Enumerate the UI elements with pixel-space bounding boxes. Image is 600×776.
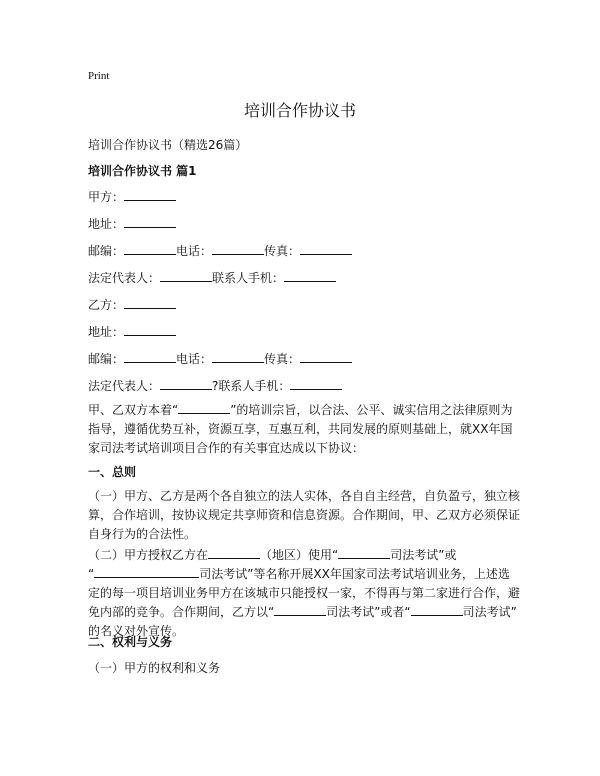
- party-b-name-blank: [124, 297, 176, 309]
- party-b-postcode-blank: [124, 351, 176, 363]
- document-subtitle: 培训合作协议书（精选26篇）: [88, 138, 248, 152]
- ch1-p2-text-4b: 司法考试”或者“: [326, 605, 411, 619]
- party-a-fax-label: 传真：: [264, 244, 301, 258]
- exam-name-blank-4: [411, 604, 463, 616]
- party-b-fax-label: 传真：: [264, 352, 301, 366]
- exam-name-blank-3: [274, 604, 326, 616]
- party-a-postcode-blank: [124, 243, 176, 255]
- party-a-fax-blank: [300, 243, 352, 255]
- party-a-name-label: 甲方：: [88, 190, 125, 204]
- party-a-rep-row: [88, 269, 336, 286]
- chapter-2-heading: 二、权利与义务: [88, 635, 173, 649]
- chapter-1-heading: 一、总则: [88, 465, 137, 479]
- party-a-postcode-label: 邮编：: [88, 244, 125, 258]
- party-b-contact-row: [88, 350, 352, 367]
- party-b-mobile-label: ?联系人手机：: [212, 379, 291, 393]
- exam-name-blank-1: [338, 547, 390, 559]
- party-a-address-blank: [124, 216, 176, 228]
- section-heading: 培训合作协议书 篇1: [88, 164, 197, 178]
- party-b-rep-label: 法定代表人：: [88, 379, 161, 393]
- party-a-name-blank: [124, 189, 176, 201]
- ch1-p2-text-1c: 司法考试”或: [390, 548, 457, 562]
- ch1-p2-text-4c: 司法考试”: [462, 605, 517, 619]
- party-b-name-row: [88, 296, 176, 313]
- region-blank: [208, 547, 260, 559]
- ch1-p2-line-4: [88, 603, 518, 622]
- ch1-p2-text-4a: 免内部的竞争。合作期间，乙方以“: [88, 605, 275, 619]
- party-a-phone-blank: [212, 243, 264, 255]
- chapter-1-paragraph-1: [88, 487, 521, 544]
- party-b-address-blank: [124, 324, 176, 336]
- party-b-mobile-blank: [290, 378, 342, 390]
- exam-name-blank-2: [94, 566, 199, 578]
- ch1-p2-text-2b: 司法考试”等名称开展XX年国家司法考试培训业务，上述选: [199, 567, 510, 581]
- ch1-p2-text-1a: （二）甲方授权乙方在: [88, 548, 209, 562]
- party-a-rep-blank: [160, 270, 212, 282]
- ch1-p2-line-3: 定的每一项目培训业务甲方在该城市只能授权一家，不得再与第二家进行合作，避: [88, 586, 521, 600]
- party-b-name-label: 乙方：: [88, 298, 125, 312]
- party-a-address-label: 地址：: [88, 217, 125, 231]
- party-a-phone-label: 电话：: [176, 244, 213, 258]
- print-label[interactable]: Print: [88, 70, 110, 82]
- ch1-p2-line-5: 的名义对外宣传。: [88, 624, 185, 638]
- intro-text-1a: 甲、乙双方本着“: [88, 403, 179, 417]
- intro-line-2: 指导，遵循优势互补，资源互享，互惠互利，共同发展的原则基础上，就XX年国: [88, 422, 513, 436]
- party-b-postcode-label: 邮编：: [88, 352, 125, 366]
- party-b-rep-row: [88, 377, 342, 394]
- chapter-1-paragraph-2: [88, 546, 521, 641]
- party-b-rep-blank: [160, 378, 212, 390]
- intro-blank: [178, 402, 230, 414]
- party-a-mobile-label: 联系人手机：: [212, 271, 285, 285]
- party-a-address-row: [88, 215, 176, 232]
- party-a-contact-row: [88, 242, 352, 259]
- intro-paragraph: [88, 401, 518, 458]
- party-a-rep-label: 法定代表人：: [88, 271, 161, 285]
- party-b-fax-blank: [300, 351, 352, 363]
- intro-text-1b: ”的培训宗旨，以合法、公平、诚实信用之法律原则为: [230, 403, 513, 417]
- intro-line-1: [88, 401, 518, 420]
- ch1-p2-text-2a: “: [88, 567, 95, 581]
- ch1-p1-line-1: （一）甲方、乙方是两个各自独立的法人实体，各自自主经营，自负盈亏，独立核: [88, 489, 521, 503]
- party-b-address-label: 地址：: [88, 325, 125, 339]
- ch1-p1-line-2: 算，合作培训，按协议规定共享师资和信息资源。合作期间，甲、乙双方必须保证: [88, 508, 521, 522]
- ch1-p2-line-2: [88, 565, 518, 584]
- party-a-mobile-blank: [284, 270, 336, 282]
- party-b-phone-label: 电话：: [176, 352, 213, 366]
- party-b-address-row: [88, 323, 176, 340]
- party-b-phone-blank: [212, 351, 264, 363]
- ch1-p2-line-1: [88, 546, 518, 565]
- ch1-p2-text-1b: （地区）使用“: [260, 548, 339, 562]
- chapter-2-subheading: （一）甲方的权利和义务: [88, 661, 221, 675]
- document-title: 培训合作协议书: [243, 101, 356, 120]
- ch1-p1-line-3: 自身行为的合法性。: [88, 527, 197, 541]
- intro-line-3: 家司法考试培训项目合作的有关事宜达成以下协议：: [88, 441, 365, 455]
- party-a-name-row: [88, 188, 176, 205]
